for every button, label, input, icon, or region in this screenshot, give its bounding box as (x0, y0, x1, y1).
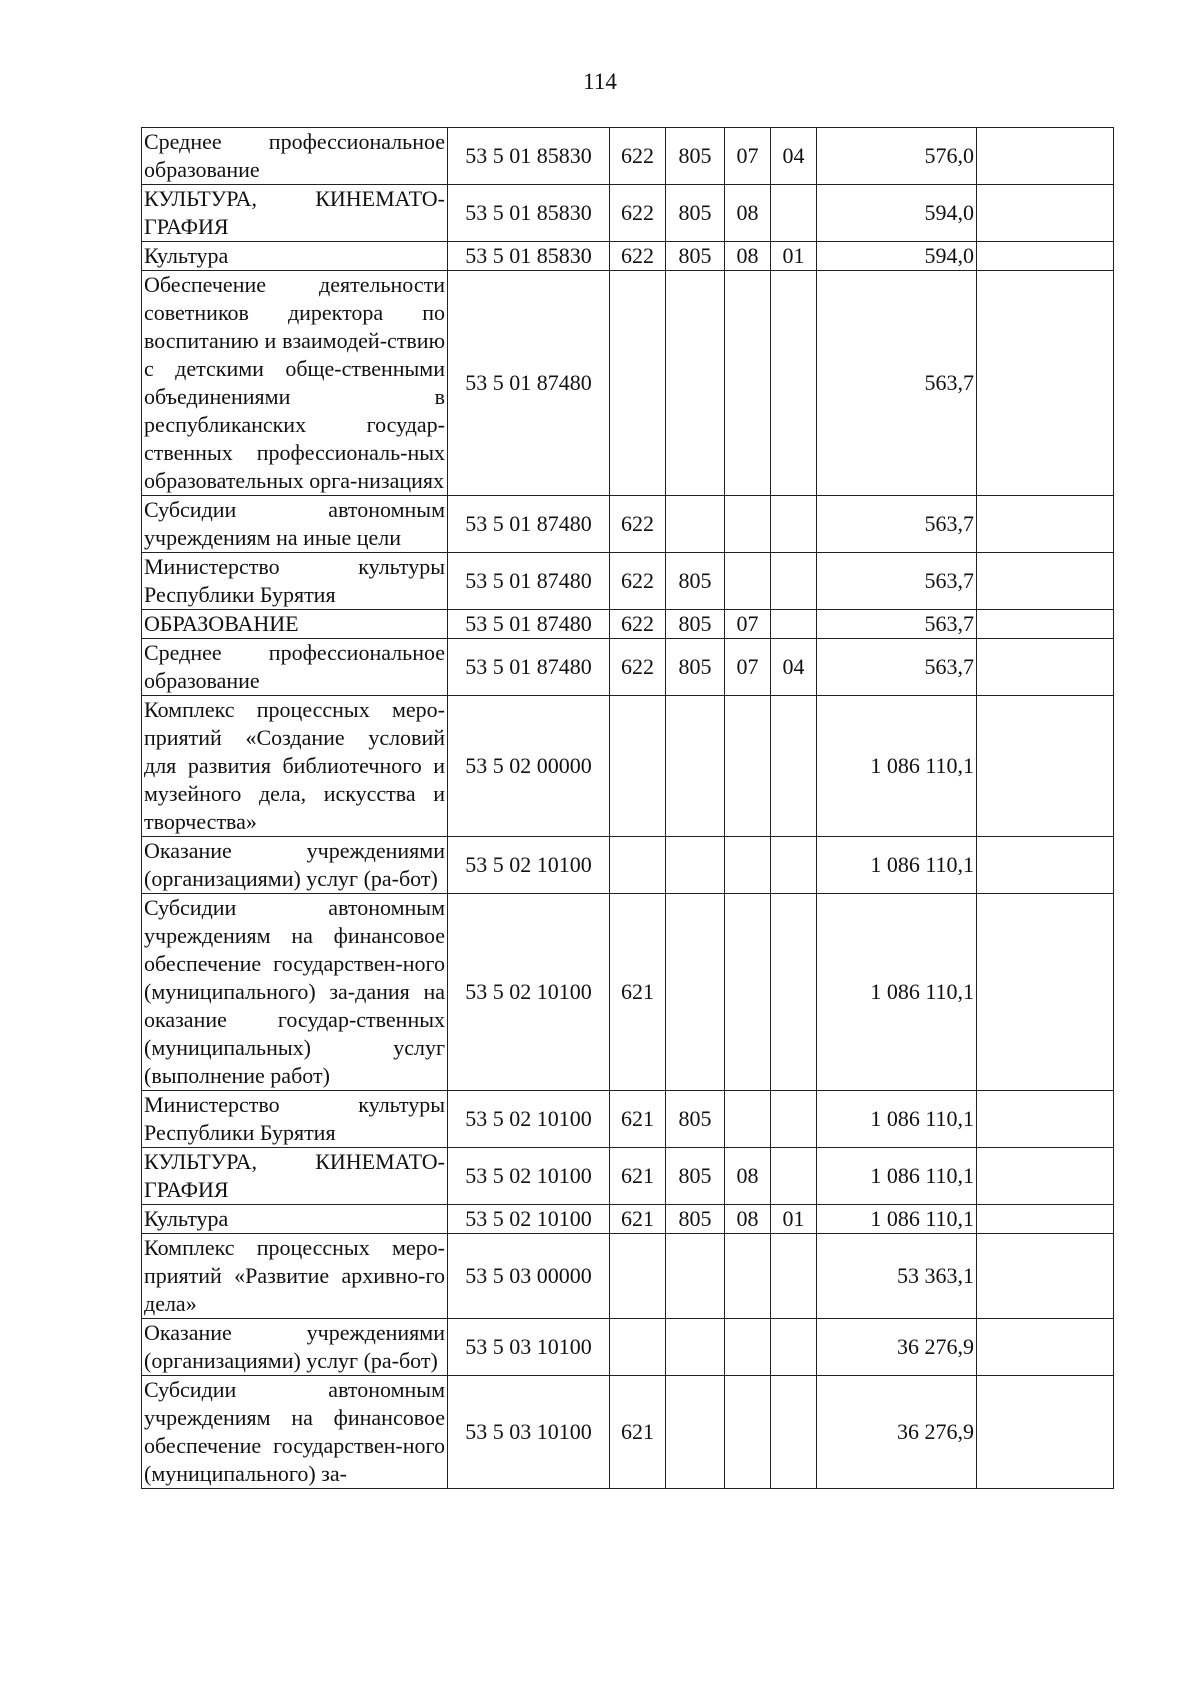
amount-cell: 563,7 (817, 639, 977, 696)
section-cell (725, 1234, 771, 1319)
administrator-code-cell: 805 (666, 242, 725, 271)
expense-type-cell: 622 (610, 553, 666, 610)
target-article-cell: 53 5 01 85830 (448, 128, 610, 185)
table-row (142, 1376, 1114, 1489)
subsection-cell: 04 (771, 128, 817, 185)
amount-cell: 563,7 (817, 553, 977, 610)
amount-cell: 1 086 110,1 (817, 1205, 977, 1234)
amount-cell: 594,0 (817, 185, 977, 242)
target-article-cell: 53 5 01 87480 (448, 553, 610, 610)
table-row (142, 496, 1114, 553)
administrator-code-cell: 805 (666, 553, 725, 610)
expense-type-cell: 621 (610, 894, 666, 1091)
section-cell: 08 (725, 1205, 771, 1234)
target-article-cell: 53 5 01 87480 (448, 496, 610, 553)
extra-column-cell (977, 271, 1114, 496)
section-cell (725, 894, 771, 1091)
section-cell: 07 (725, 639, 771, 696)
expense-type-cell (610, 696, 666, 837)
item-name-cell: ОБРАЗОВАНИЕ (142, 610, 448, 639)
item-name-cell: Субсидии автономным учреждениям на финансовое обеспечение государствен-ного (муниципального) за- (142, 1376, 448, 1489)
table-row (142, 1091, 1114, 1148)
subsection-cell: 04 (771, 639, 817, 696)
expense-type-cell: 622 (610, 610, 666, 639)
section-cell: 08 (725, 242, 771, 271)
subsection-cell (771, 1091, 817, 1148)
section-cell: 08 (725, 185, 771, 242)
table-row (142, 553, 1114, 610)
amount-cell: 576,0 (817, 128, 977, 185)
extra-column-cell (977, 894, 1114, 1091)
section-cell (725, 1091, 771, 1148)
expense-type-cell (610, 271, 666, 496)
section-cell (725, 837, 771, 894)
section-cell: 07 (725, 128, 771, 185)
amount-cell: 563,7 (817, 610, 977, 639)
expense-type-cell: 622 (610, 242, 666, 271)
item-name-cell: Субсидии автономным учреждениям на финансовое обеспечение государствен-ного (муниципального) за-дания на оказание государ-ственных (муниципальных) услуг (выполнение работ) (142, 894, 448, 1091)
section-cell: 08 (725, 1148, 771, 1205)
table-row (142, 1234, 1114, 1319)
table-row (142, 639, 1114, 696)
extra-column-cell (977, 610, 1114, 639)
amount-cell: 1 086 110,1 (817, 1148, 977, 1205)
administrator-code-cell: 805 (666, 639, 725, 696)
subsection-cell (771, 610, 817, 639)
administrator-code-cell (666, 271, 725, 496)
subsection-cell (771, 185, 817, 242)
administrator-code-cell (666, 894, 725, 1091)
amount-cell: 1 086 110,1 (817, 894, 977, 1091)
target-article-cell: 53 5 02 10100 (448, 837, 610, 894)
extra-column-cell (977, 553, 1114, 610)
administrator-code-cell: 805 (666, 1148, 725, 1205)
amount-cell: 563,7 (817, 496, 977, 553)
subsection-cell (771, 837, 817, 894)
table-row (142, 1148, 1114, 1205)
extra-column-cell (977, 1205, 1114, 1234)
item-name-cell: Министерство культуры Республики Бурятия (142, 1091, 448, 1148)
section-cell (725, 271, 771, 496)
subsection-cell (771, 1376, 817, 1489)
target-article-cell: 53 5 02 10100 (448, 1148, 610, 1205)
section-cell (725, 696, 771, 837)
administrator-code-cell: 805 (666, 610, 725, 639)
expense-type-cell (610, 1234, 666, 1319)
extra-column-cell (977, 1319, 1114, 1376)
section-cell (725, 1319, 771, 1376)
extra-column-cell (977, 128, 1114, 185)
item-name-cell: КУЛЬТУРА, КИНЕМАТО-ГРАФИЯ (142, 185, 448, 242)
table-row (142, 271, 1114, 496)
extra-column-cell (977, 1376, 1114, 1489)
amount-cell: 1 086 110,1 (817, 696, 977, 837)
table-row (142, 894, 1114, 1091)
expense-type-cell: 622 (610, 185, 666, 242)
expense-type-cell: 622 (610, 496, 666, 553)
administrator-code-cell (666, 1376, 725, 1489)
amount-cell: 36 276,9 (817, 1376, 977, 1489)
extra-column-cell (977, 639, 1114, 696)
target-article-cell: 53 5 02 10100 (448, 894, 610, 1091)
table-row (142, 242, 1114, 271)
amount-cell: 563,7 (817, 271, 977, 496)
subsection-cell (771, 496, 817, 553)
table-row (142, 128, 1114, 185)
amount-cell: 53 363,1 (817, 1234, 977, 1319)
item-name-cell: Комплекс процессных меро-приятий «Развитие архивно-го дела» (142, 1234, 448, 1319)
target-article-cell: 53 5 01 87480 (448, 271, 610, 496)
expense-type-cell (610, 1319, 666, 1376)
extra-column-cell (977, 1148, 1114, 1205)
administrator-code-cell: 805 (666, 1205, 725, 1234)
extra-column-cell (977, 1091, 1114, 1148)
extra-column-cell (977, 496, 1114, 553)
item-name-cell: Культура (142, 242, 448, 271)
target-article-cell: 53 5 03 00000 (448, 1234, 610, 1319)
extra-column-cell (977, 837, 1114, 894)
target-article-cell: 53 5 01 85830 (448, 242, 610, 271)
item-name-cell: Комплекс процессных меро-приятий «Создание условий для развития библиотечного и музейного дела, искусства и творчества» (142, 696, 448, 837)
administrator-code-cell (666, 1319, 725, 1376)
expense-type-cell: 621 (610, 1148, 666, 1205)
amount-cell: 1 086 110,1 (817, 837, 977, 894)
item-name-cell: Среднее профессиональное образование (142, 128, 448, 185)
item-name-cell: Оказание учреждениями (организациями) услуг (ра-бот) (142, 837, 448, 894)
subsection-cell: 01 (771, 1205, 817, 1234)
item-name-cell: Культура (142, 1205, 448, 1234)
table-row (142, 1319, 1114, 1376)
subsection-cell: 01 (771, 242, 817, 271)
section-cell: 07 (725, 610, 771, 639)
expense-type-cell: 622 (610, 128, 666, 185)
section-cell (725, 1376, 771, 1489)
expense-type-cell (610, 837, 666, 894)
table-row (142, 696, 1114, 837)
extra-column-cell (977, 1234, 1114, 1319)
amount-cell: 36 276,9 (817, 1319, 977, 1376)
extra-column-cell (977, 242, 1114, 271)
target-article-cell: 53 5 02 10100 (448, 1205, 610, 1234)
subsection-cell (771, 1148, 817, 1205)
administrator-code-cell: 805 (666, 1091, 725, 1148)
subsection-cell (771, 553, 817, 610)
table-row (142, 185, 1114, 242)
item-name-cell: Обеспечение деятельности советников директора по воспитанию и взаимодей-ствию с детскими обще-ственными объединениями в республиканских государ-ственных профессиональ-ных образовательных орга-низациях (142, 271, 448, 496)
table-row (142, 610, 1114, 639)
subsection-cell (771, 1234, 817, 1319)
administrator-code-cell (666, 837, 725, 894)
target-article-cell: 53 5 03 10100 (448, 1376, 610, 1489)
administrator-code-cell (666, 696, 725, 837)
expense-type-cell: 621 (610, 1376, 666, 1489)
extra-column-cell (977, 185, 1114, 242)
administrator-code-cell (666, 496, 725, 553)
page-number: 114 (583, 69, 617, 94)
table-row (142, 1205, 1114, 1234)
expense-type-cell: 621 (610, 1091, 666, 1148)
table-body (142, 128, 1114, 1489)
target-article-cell: 53 5 02 00000 (448, 696, 610, 837)
administrator-code-cell (666, 1234, 725, 1319)
subsection-cell (771, 271, 817, 496)
target-article-cell: 53 5 01 87480 (448, 610, 610, 639)
subsection-cell (771, 696, 817, 837)
item-name-cell: Оказание учреждениями (организациями) услуг (ра-бот) (142, 1319, 448, 1376)
section-cell (725, 553, 771, 610)
amount-cell: 594,0 (817, 242, 977, 271)
budget-table (141, 127, 1114, 1489)
item-name-cell: КУЛЬТУРА, КИНЕМАТО-ГРАФИЯ (142, 1148, 448, 1205)
subsection-cell (771, 894, 817, 1091)
table-row (142, 837, 1114, 894)
item-name-cell: Субсидии автономным учреждениям на иные цели (142, 496, 448, 553)
target-article-cell: 53 5 01 87480 (448, 639, 610, 696)
target-article-cell: 53 5 01 85830 (448, 185, 610, 242)
item-name-cell: Министерство культуры Республики Бурятия (142, 553, 448, 610)
target-article-cell: 53 5 03 10100 (448, 1319, 610, 1376)
administrator-code-cell: 805 (666, 128, 725, 185)
amount-cell: 1 086 110,1 (817, 1091, 977, 1148)
expense-type-cell: 622 (610, 639, 666, 696)
administrator-code-cell: 805 (666, 185, 725, 242)
extra-column-cell (977, 696, 1114, 837)
target-article-cell: 53 5 02 10100 (448, 1091, 610, 1148)
item-name-cell: Среднее профессиональное образование (142, 639, 448, 696)
expense-type-cell: 621 (610, 1205, 666, 1234)
subsection-cell (771, 1319, 817, 1376)
section-cell (725, 496, 771, 553)
